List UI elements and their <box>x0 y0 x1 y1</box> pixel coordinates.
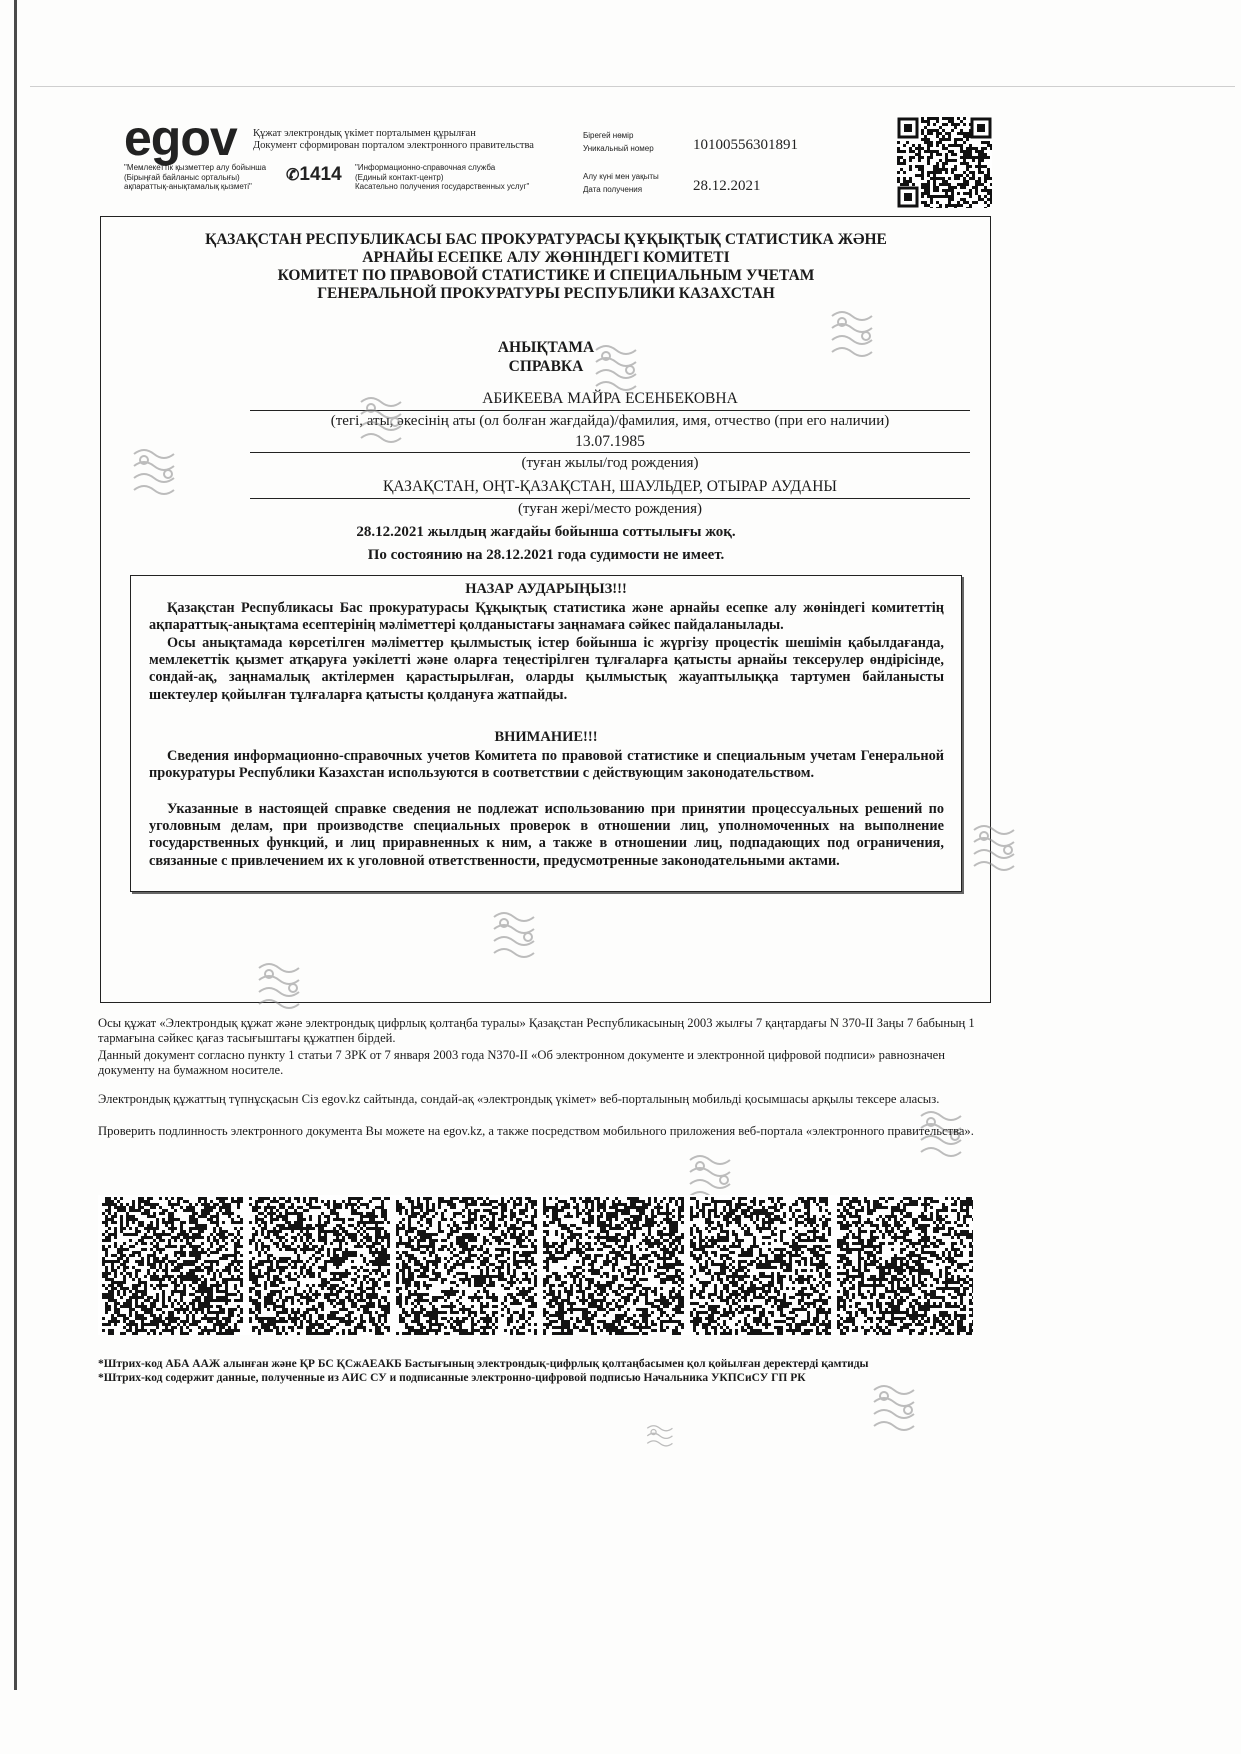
ornament-watermark-icon <box>253 958 315 1012</box>
barcode-note-ru: *Штрих-код содержит данные, полученные из АИС СУ и подписанные электронно-цифровой подписью Начальника УКПСиСУ ГП РК <box>98 1372 806 1384</box>
date-label-kz: Алу күні мен уақыты <box>583 172 659 181</box>
issuer-title <box>140 231 952 303</box>
portal-note-ru: Документ сформирован порталом электронного правительства <box>253 140 534 151</box>
ornament-watermark-icon <box>590 340 652 394</box>
id-label-kz: Бірегей нөмір <box>583 131 634 140</box>
date-label-ru: Дата получения <box>583 184 643 194</box>
birth-date: 13.07.1985 <box>575 433 645 450</box>
ornament-watermark-icon <box>968 820 1030 874</box>
field-underline <box>250 452 970 453</box>
notice-heading-ru: ВНИМАНИЕ!!! <box>494 729 598 745</box>
verify-note-ru: Проверить подлинность электронного документа Вы можете на egov.kz, а также посредством мобильного приложения веб-портала «электронного правительства». <box>98 1124 974 1138</box>
ornament-watermark-icon <box>128 444 190 498</box>
legal-note-ru: Данный документ согласно пункту 1 статьи 7 ЗРК от 7 января 2003 года N370-II «Об электронном документе и электронной цифровой подписи» равнозначен документу на бумажном носителе. <box>98 1048 945 1077</box>
service-ru-line: (Единый контакт-центр) <box>355 172 444 182</box>
full-name: АБИКЕЕВА МАЙРА ЕСЕНБЕКОВНА <box>482 390 738 407</box>
ornament-watermark-icon <box>355 392 417 446</box>
date-value: 28.12.2021 <box>693 178 761 194</box>
unique-id-label <box>583 131 693 153</box>
ornament-watermark-icon <box>488 907 550 961</box>
issuer-title-line: ГЕНЕРАЛЬНОЙ ПРОКУРАТУРЫ РЕСПУБЛИКИ КАЗАХСТАН <box>317 285 775 302</box>
scan-edge <box>14 0 17 1690</box>
birth-place: ҚАЗАҚСТАН, ОҢТ-ҚАЗАҚСТАН, ШАУЛЬДЕР, ОТЫРАР АУДАНЫ <box>383 478 837 495</box>
service-note-kz <box>124 163 284 192</box>
verify-note-kz: Электрондық құжаттың түпнұсқасын Сіз egov.kz сайтында, сондай-ақ «электрондық үкімет» веб-порталының мобильді қосымшасы арқылы тексере аласыз. <box>98 1092 940 1106</box>
service-kz-line: ақпараттық-анықтамалық қызметі" <box>124 182 252 191</box>
notice-paragraph-ru: Сведения информационно-справочных учетов Комитета по правовой статистике и специальным учетам Генеральной прокуратуры Республики Казахстан используются в соответствии с действующим законодательством. <box>149 748 944 782</box>
ornament-watermark-icon <box>826 306 888 360</box>
service-note-ru <box>355 163 575 192</box>
notice-box <box>130 575 962 892</box>
phone-number: 1414 <box>299 164 342 185</box>
egov-logo: egov <box>124 110 237 166</box>
document-type-ru: СПРАВКА <box>508 358 584 375</box>
qr-code-icon <box>897 117 992 208</box>
date-label <box>583 172 693 194</box>
issuer-title-line: ҚАЗАҚСТАН РЕСПУБЛИКАСЫ БАС ПРОКУРАТУРАСЫ ҚҰҚЫҚТЫҚ СТАТИСТИКА ЖӘНЕ <box>205 231 887 248</box>
legal-note-kz: Осы құжат «Электрондық құжат және электрондық цифрлық қолтаңба туралы» Қазақстан Республикасының 2003 жылғы 7 қаңтардағы N 370-II Заңы 7 бабының 1 тармағына сәйкес қағаз тасығыштағы құжатпен бірдей. <box>98 1016 975 1045</box>
ornament-watermark-icon <box>868 1380 930 1434</box>
document-type-kz: АНЫҚТАМА <box>497 339 595 356</box>
criminal-record-status-kz: 28.12.2021 жылдың жағдайы бойынша соттылығы жоқ. <box>356 524 736 540</box>
ornament-watermark-icon <box>632 1422 694 1456</box>
issuer-title-line: КОМИТЕТ ПО ПРАВОВОЙ СТАТИСТИКЕ И СПЕЦИАЛЬНЫМ УЧЕТАМ <box>277 267 815 284</box>
contact-phone <box>286 164 342 186</box>
notice-paragraph-kz: Қазақстан Республикасы Бас прокуратурасы Құқықтық статистика және арнайы есепке алу жөніндегі комитеттің ақпараттық-анықтама есептерінің мәліметтері қолданыстағы заңнамаға сәйкес пайдаланылады. <box>149 600 944 634</box>
birth-date-caption: (туған жылы/год рождения) <box>521 455 699 471</box>
id-label-ru: Уникальный номер <box>583 143 654 153</box>
notice-heading-kz: НАЗАР АУДАРЫҢЫЗ!!! <box>465 581 627 597</box>
issuer-title-line: АРНАЙЫ ЕСЕПКЕ АЛУ ЖӨНІНДЕГІ КОМИТЕТІ <box>362 249 730 266</box>
notice-paragraph-ru: Указанные в настоящей справке сведения не подлежат использованию при принятии процессуальных решений по уголовным делам, при производстве специальных проверок в отношении лиц, уполномоченных на выполнение государственных функций, и лиц приравненных к ним, а также в отношении лиц, подпадающих под ограничения, связанные с привлечением их к уголовной ответственности, предусмотренные законодательными актами. <box>149 801 944 869</box>
service-ru-line: Касательно получения государственных услуг" <box>355 182 530 191</box>
portal-note-kz: Құжат электрондық үкімет порталымен құрылған <box>253 128 476 139</box>
phone-icon: ✆ <box>286 167 300 184</box>
birth-place-caption: (туған жері/место рождения) <box>517 501 703 517</box>
criminal-record-status-ru: По состоянию на 28.12.2021 года судимости не имеет. <box>367 547 725 563</box>
field-underline <box>250 498 970 499</box>
full-name-caption: (тегі, аты, әкесінің аты (ол болған жағдайда)/фамилия, имя, отчество (при его наличии) <box>330 413 890 429</box>
portal-note <box>253 128 573 152</box>
service-kz-line: "Мемлекеттік қызметтер алу бойынша <box>124 163 267 172</box>
notice-paragraph-kz: Осы анықтамада көрсетілген мәліметтер қылмыстық істер бойынша іс жүргізу процестік шешімін қабылдағанда, мемлекеттік қызмет атқаруға уәкілетті және оларға теңестірілген тұлғаларға қатысты арнайы тексерулер өндірісінде, сондай-ақ, заңнамалық актілермен қарастырылған, оларды қылмыстық жауаптылыққа тартумен байланысты шектеулер қойылған тұлғаларға қатысты қолдануға жатпайды. <box>149 635 944 703</box>
service-ru-line: "Информационно-справочная служба <box>355 163 496 172</box>
top-rule <box>30 86 1235 87</box>
2d-barcode-strip <box>98 1195 973 1335</box>
unique-id-value: 10100556301891 <box>693 137 798 153</box>
service-kz-line: (Бірыңғай байланыс орталығы) <box>124 172 240 182</box>
barcode-note-kz: *Штрих-код АБА ААЖ алынған және ҚР БС ҚСжАЕАКБ Бастығының электрондық-цифрлық қолтаңбасымен қол қойылған деректерді қамтиды <box>98 1358 869 1370</box>
